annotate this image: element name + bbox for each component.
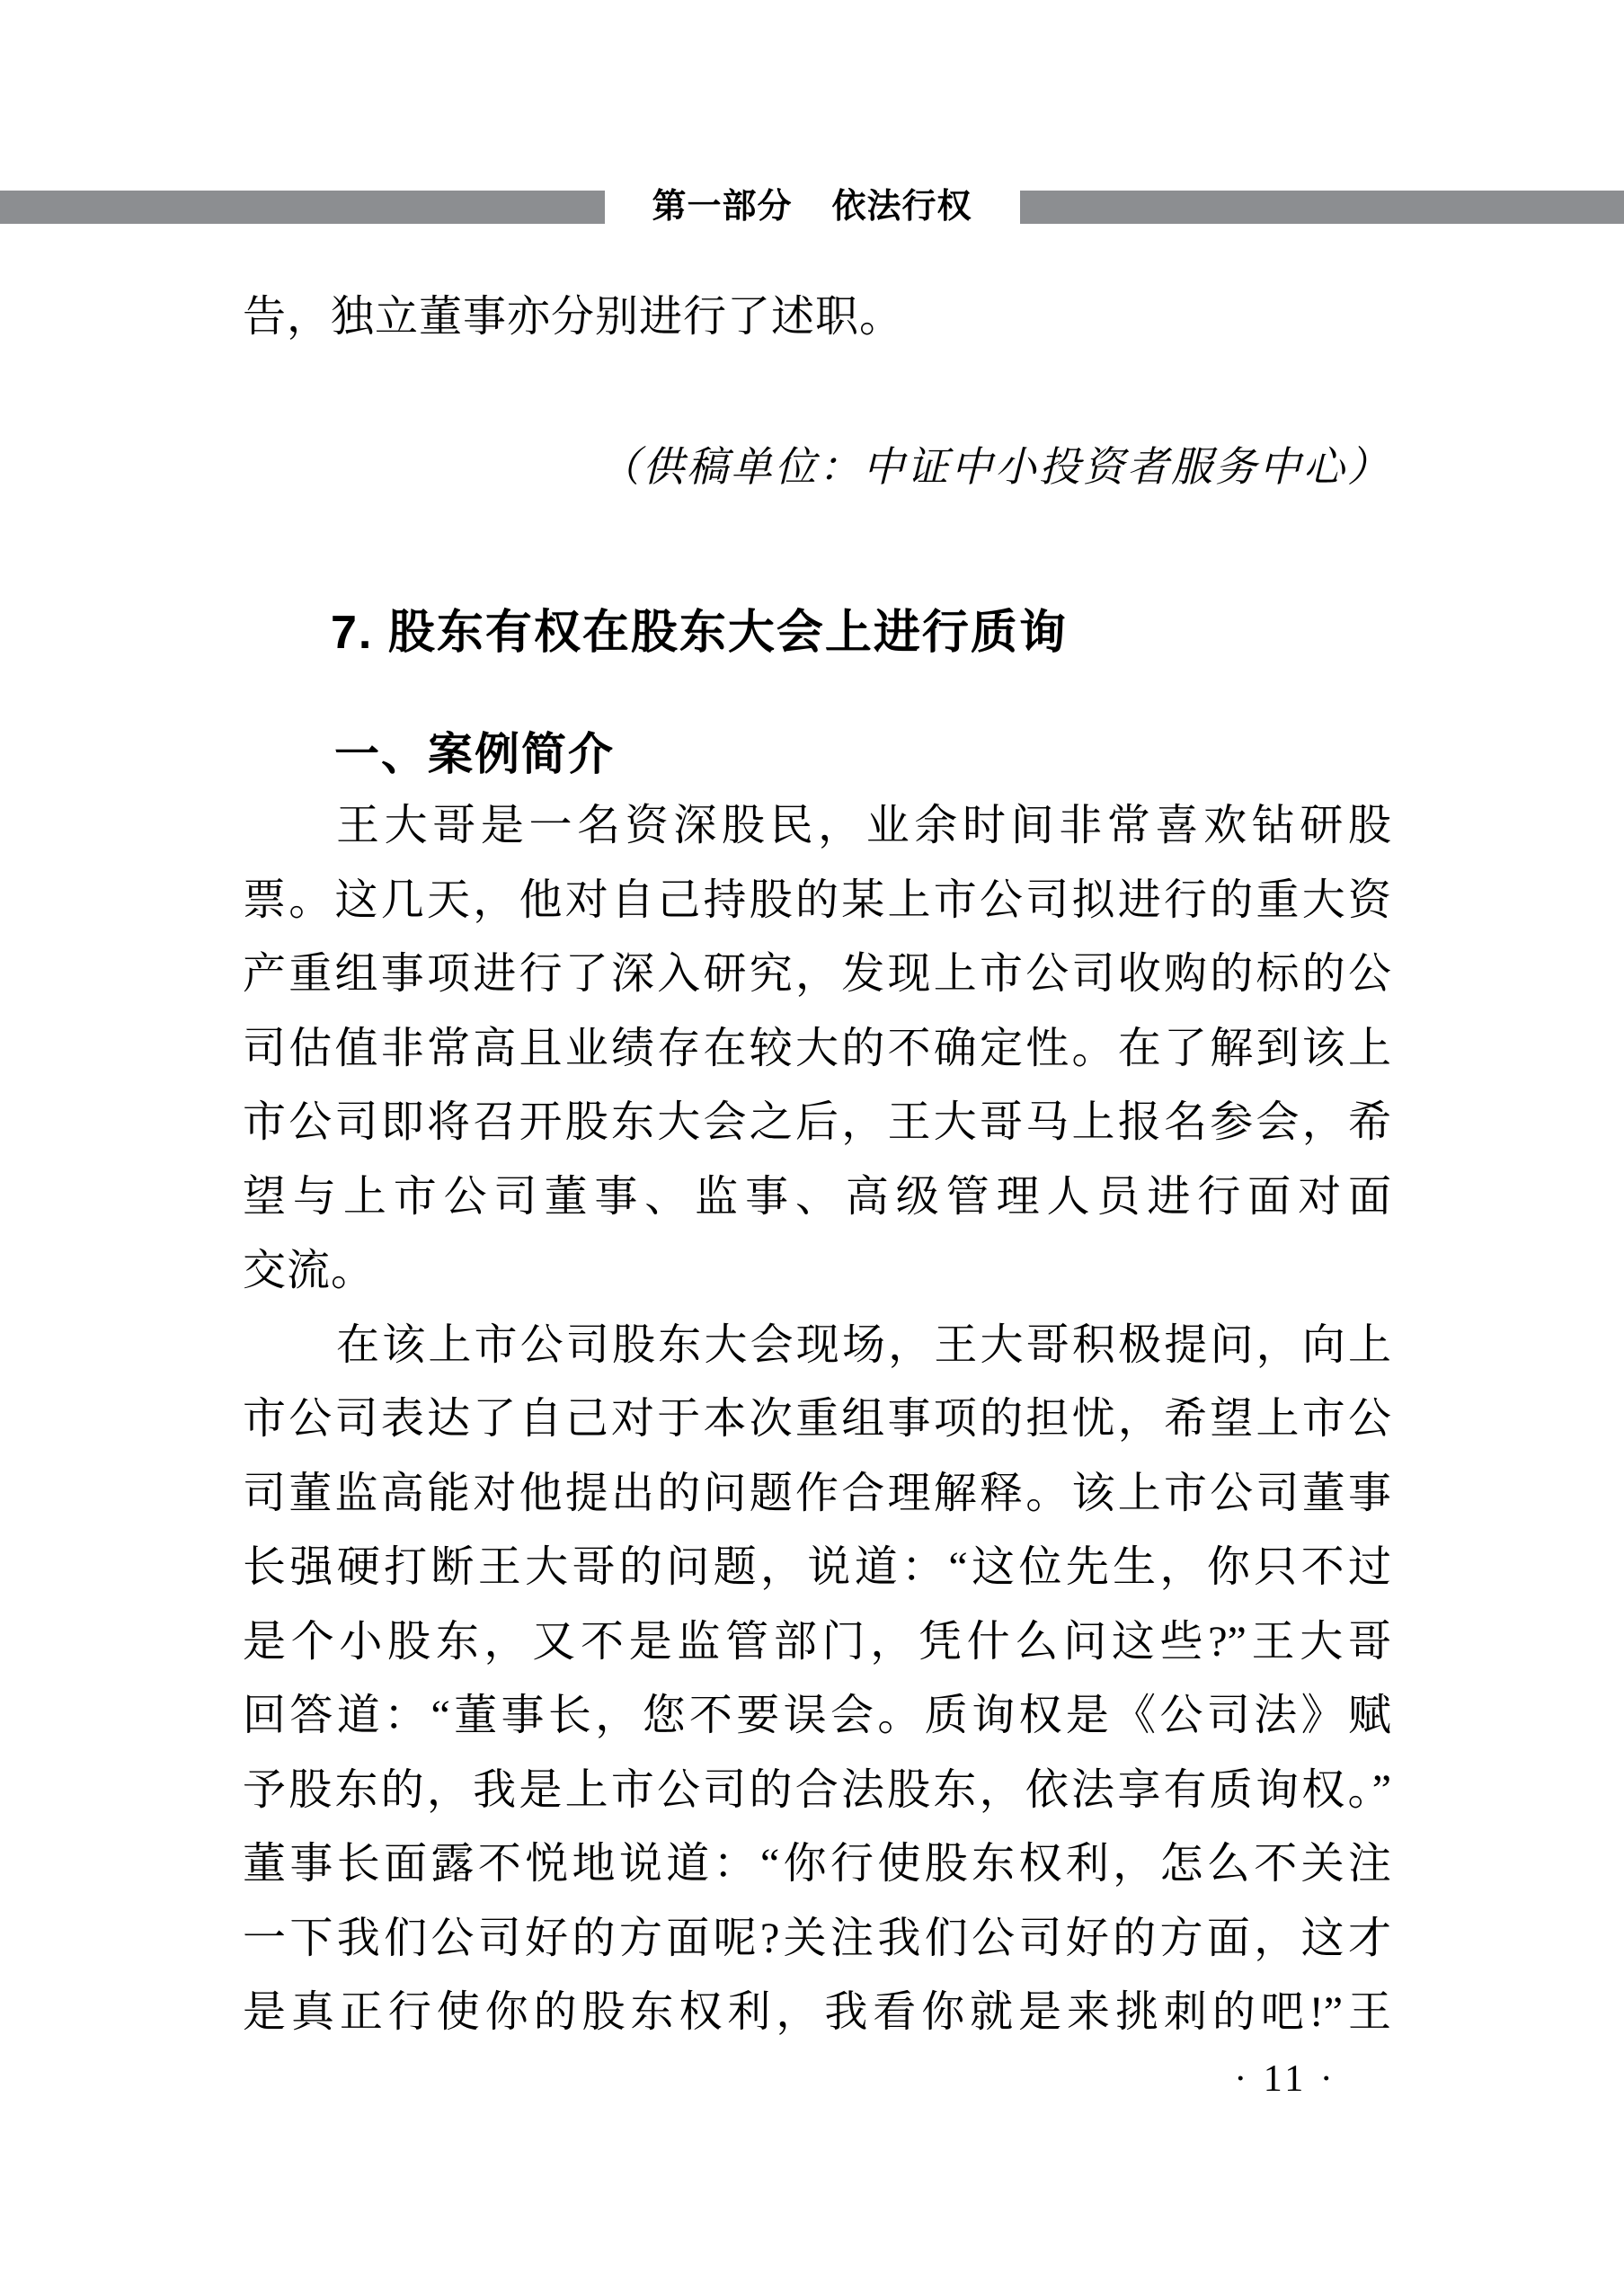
body-line: 司估值非常高且业绩存在较大的不确定性。在了解到该上 — [243, 1024, 1391, 1072]
body-line: 回答道：“董事长，您不要误会。质询权是《公司法》赋 — [243, 1692, 1391, 1739]
subsection-title: 一、案例简介 — [334, 729, 615, 779]
body-line: 董事长面露不悦地说道：“你行使股东权利，怎么不关注 — [243, 1840, 1391, 1888]
body-line: 予股东的，我是上市公司的合法股东，依法享有质询权。” — [243, 1765, 1391, 1814]
body-line: 是真正行使你的股东权利，我看你就是来挑刺的吧!”王 — [243, 1988, 1391, 2036]
body-line: 王大哥是一名资深股民，业余时间非常喜欢钻研股 — [336, 802, 1391, 849]
body-line: 是个小股东，又不是监管部门，凭什么问这些?”王大哥 — [243, 1617, 1391, 1666]
body-line: 票。这几天，他对自己持股的某上市公司拟进行的重大资 — [243, 875, 1391, 924]
body-line: 产重组事项进行了深入研究，发现上市公司收购的标的公 — [243, 950, 1391, 998]
body-line: 市公司即将召开股东大会之后，王大哥马上报名参会，希 — [243, 1098, 1391, 1146]
section-title: 7. 股东有权在股东大会上进行质询 — [331, 607, 1068, 659]
body-line: 一下我们公司好的方面呢?关注我们公司好的方面，这才 — [243, 1914, 1391, 1962]
header-part-title: 依法行权 — [831, 188, 972, 226]
body-line: 交流。 — [243, 1247, 376, 1294]
body-text-block — [243, 789, 1391, 2050]
credit-line: （供稿单位：中证中小投资者服务中心） — [599, 444, 1391, 490]
header-part-label: 第一部分 — [652, 188, 793, 226]
body-line: 市公司表达了自己对于本次重组事项的担忧，希望上市公 — [243, 1395, 1391, 1443]
carryover-paragraph-line: 告，独立董事亦分别进行了述职。 — [243, 293, 904, 341]
running-header — [0, 188, 1624, 226]
body-line: 在该上市公司股东大会现场，王大哥积极提问，向上 — [336, 1320, 1391, 1369]
body-line: 长强硬打断王大哥的问题，说道：“这位先生，你只不过 — [243, 1543, 1391, 1591]
body-line: 望与上市公司董事、监事、高级管理人员进行面对面 — [243, 1172, 1391, 1221]
page-number: · 11 · — [1234, 2058, 1336, 2100]
body-line: 司董监高能对他提出的问题作合理解释。该上市公司董事 — [243, 1469, 1391, 1517]
